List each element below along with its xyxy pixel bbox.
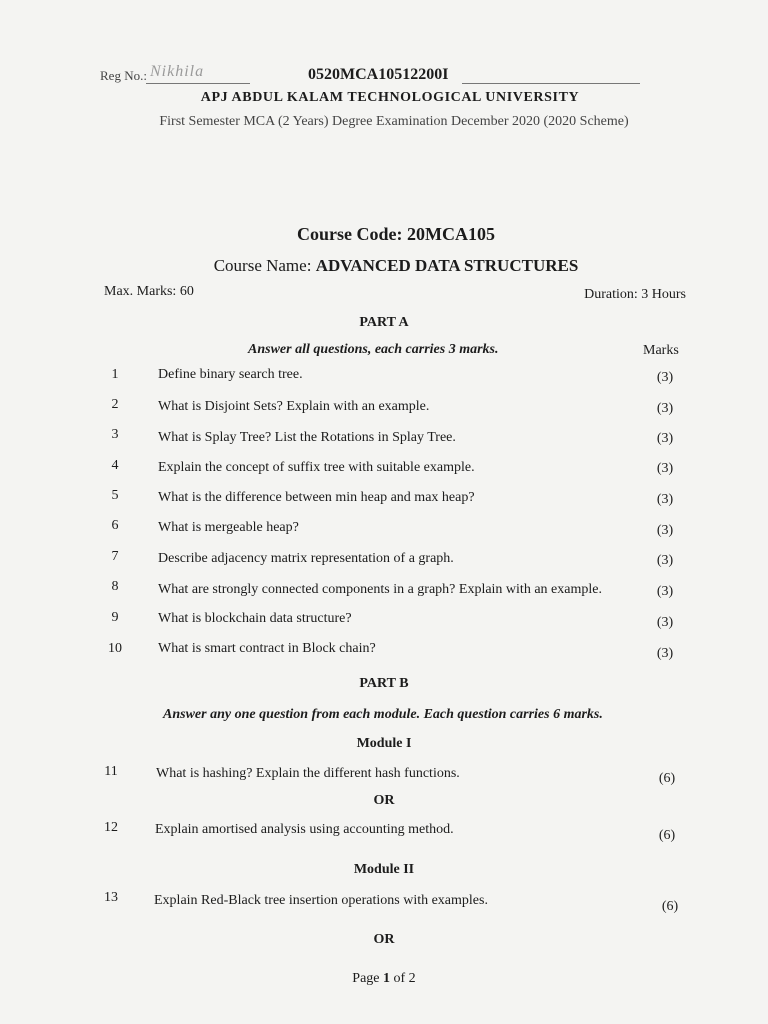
- or-separator: OR: [373, 793, 395, 808]
- question-number: 10: [108, 641, 122, 656]
- question-text: What is Splay Tree? List the Rotations in Splay Tree.: [158, 430, 456, 445]
- question-marks: (6): [658, 771, 676, 786]
- question-text: Explain the concept of suffix tree with suitable example.: [158, 460, 475, 475]
- reg-no-label: Reg No.:: [100, 68, 147, 83]
- question-marks: (3): [656, 370, 674, 385]
- question-number: 13: [104, 890, 118, 905]
- question-row: [0, 610, 768, 630]
- reg-no-signature: Nikhila: [150, 63, 205, 80]
- question-text: What is blockchain data structure?: [158, 611, 352, 626]
- question-row: [0, 488, 768, 508]
- question-marks: (3): [656, 615, 674, 630]
- question-row: [0, 427, 768, 447]
- page-footer: [0, 971, 768, 987]
- duration: Duration: 3 Hours: [584, 287, 686, 302]
- question-number: 12: [104, 820, 118, 835]
- marks-column-header: Marks: [643, 343, 679, 358]
- module-heading: Module I: [356, 736, 412, 751]
- university-title: APJ ABDUL KALAM TECHNOLOGICAL UNIVERSITY: [200, 90, 580, 105]
- course-name-value: ADVANCED DATA STRUCTURES: [315, 256, 579, 275]
- question-text: Define binary search tree.: [158, 367, 303, 382]
- exam-title: First Semester MCA (2 Years) Degree Examination December 2020 (2020 Scheme): [159, 114, 629, 129]
- question-text: Explain amortised analysis using accounting method.: [155, 822, 454, 837]
- page-prefix: Page: [352, 971, 384, 986]
- or-separator: OR: [373, 932, 395, 947]
- question-number: 5: [111, 488, 119, 503]
- part-a-title: PART A: [359, 315, 409, 330]
- question-marks: (3): [656, 431, 674, 446]
- question-marks: (3): [656, 401, 674, 416]
- question-text: What is Disjoint Sets? Explain with an example.: [158, 399, 430, 414]
- question-row: [0, 890, 768, 914]
- question-text: What is the difference between min heap and max heap?: [158, 490, 475, 505]
- question-row: [0, 397, 768, 417]
- question-marks: (3): [656, 553, 674, 568]
- question-number: 3: [111, 427, 119, 442]
- module-heading: Module II: [353, 862, 415, 877]
- question-marks: (3): [656, 492, 674, 507]
- question-row: [0, 641, 768, 661]
- question-text: Explain Red-Black tree insertion operations with examples.: [154, 893, 488, 908]
- question-text: Describe adjacency matrix representation of a graph.: [158, 551, 454, 566]
- question-text: What is mergeable heap?: [158, 520, 299, 535]
- page-suffix: of 2: [390, 971, 416, 986]
- question-marks: (6): [658, 828, 676, 843]
- question-row: [0, 518, 768, 538]
- question-row: [0, 367, 768, 387]
- question-row: [0, 458, 768, 478]
- question-marks: (3): [656, 461, 674, 476]
- course-name-label: Course Name:: [213, 256, 316, 275]
- question-number: 9: [111, 610, 119, 625]
- question-marks: (3): [656, 523, 674, 538]
- course-code: Course Code: 20MCA105: [297, 224, 495, 244]
- question-text: What is hashing? Explain the different hash functions.: [156, 766, 460, 781]
- question-row: [0, 764, 768, 784]
- question-number: 7: [111, 549, 119, 564]
- question-text: What are strongly connected components in a graph? Explain with an example.: [158, 582, 602, 597]
- page-current: 1: [383, 971, 391, 986]
- question-marks: (3): [656, 584, 674, 599]
- part-a-instruction: Answer all questions, each carries 3 marks.: [248, 342, 499, 357]
- course-name: [12, 256, 768, 276]
- part-b-title: PART B: [359, 676, 409, 691]
- question-paper-code: 0520MCA10512200I: [308, 66, 449, 83]
- question-number: 11: [104, 764, 118, 779]
- question-text: What is smart contract in Block chain?: [158, 641, 376, 656]
- question-number: 1: [111, 367, 119, 382]
- question-row: [0, 820, 768, 843]
- question-marks: (3): [656, 646, 674, 661]
- question-number: 2: [111, 397, 119, 412]
- name-line: [462, 83, 640, 84]
- reg-no-line: [146, 83, 250, 84]
- question-row: [0, 579, 768, 599]
- question-number: 6: [111, 518, 119, 533]
- part-b-instruction: Answer any one question from each module. Each question carries 6 marks.: [163, 707, 603, 722]
- question-number: 8: [111, 579, 119, 594]
- question-row: [0, 549, 768, 569]
- max-marks: Max. Marks: 60: [104, 284, 194, 299]
- question-marks: (6): [661, 899, 679, 914]
- question-number: 4: [111, 458, 119, 473]
